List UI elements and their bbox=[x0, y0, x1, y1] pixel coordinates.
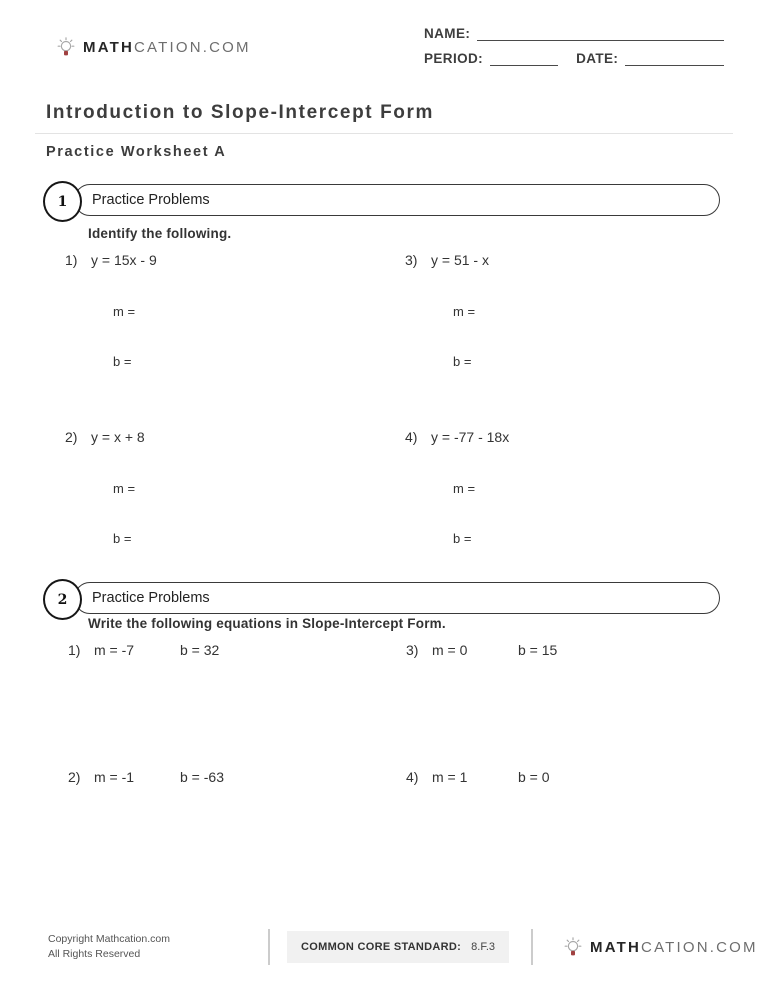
brand-wordmark bbox=[83, 39, 251, 56]
s2-problem-1-intercept: b = 32 bbox=[180, 642, 220, 658]
name-field-row bbox=[424, 26, 724, 41]
date-label: DATE: bbox=[576, 51, 619, 66]
s2-problem-4-intercept: b = 0 bbox=[518, 769, 550, 785]
problem-4-slope-label[interactable]: m = bbox=[453, 481, 476, 496]
section-1-problems bbox=[65, 252, 722, 546]
section-2-number-badge bbox=[43, 579, 82, 620]
problem-2-number: 2) bbox=[65, 429, 78, 445]
name-label: NAME: bbox=[424, 26, 471, 41]
s2-problem-1-slope: m = -7 bbox=[94, 642, 135, 658]
s2-problem-3-slope: m = 0 bbox=[432, 642, 468, 658]
brand-bold-part: MATH bbox=[590, 938, 642, 956]
section-1-heading: Practice Problems bbox=[92, 192, 210, 208]
section-2-heading: Practice Problems bbox=[92, 590, 210, 606]
problem-2-equation: y = x + 8 bbox=[91, 429, 145, 445]
section-2-number: 2 bbox=[57, 591, 68, 608]
copyright-notice bbox=[48, 932, 248, 961]
section-2-header bbox=[46, 579, 722, 621]
problem-3-number: 3) bbox=[405, 252, 418, 268]
section-1-instruction: Identify the following. bbox=[88, 226, 232, 241]
brand-bold-part: MATH bbox=[83, 38, 135, 56]
page-title: Introduction to Slope-Intercept Form bbox=[46, 102, 434, 123]
copyright-line-1: Copyright Mathcation.com bbox=[48, 933, 170, 946]
page-header bbox=[0, 0, 768, 76]
problem-3-intercept-label[interactable]: b = bbox=[453, 354, 472, 369]
section-2-instruction: Write the following equations in Slope-Intercept Form. bbox=[88, 616, 446, 631]
s2-problem-3-intercept: b = 15 bbox=[518, 642, 558, 658]
lightbulb-icon bbox=[563, 936, 583, 958]
s2-problem-3 bbox=[406, 642, 722, 658]
s2-problem-4 bbox=[406, 769, 722, 785]
problem-4-equation-row bbox=[405, 429, 722, 445]
problem-2-intercept-label[interactable]: b = bbox=[113, 531, 132, 546]
problem-3-equation-row bbox=[405, 252, 722, 268]
lightbulb-icon bbox=[56, 36, 76, 58]
copyright-line-2: All Rights Reserved bbox=[48, 948, 141, 960]
s2-problem-2-slope: m = -1 bbox=[94, 769, 135, 785]
section-1-heading-pill bbox=[74, 184, 720, 216]
page-footer bbox=[0, 929, 768, 965]
problem-1-number: 1) bbox=[65, 252, 78, 268]
problem-2 bbox=[65, 429, 405, 546]
problem-1-slope-label[interactable]: m = bbox=[113, 304, 136, 319]
page-subtitle: Practice Worksheet A bbox=[46, 144, 227, 160]
footer-divider-left bbox=[268, 929, 270, 965]
section-2-heading-pill bbox=[74, 582, 720, 614]
s2-problem-4-slope: m = 1 bbox=[432, 769, 468, 785]
title-divider bbox=[35, 133, 733, 134]
section-2-row-2 bbox=[68, 769, 722, 785]
period-date-row bbox=[424, 51, 724, 66]
period-label: PERIOD: bbox=[424, 51, 484, 66]
worksheet-body bbox=[0, 102, 768, 785]
common-core-label: COMMON CORE STANDARD: bbox=[301, 941, 462, 953]
s2-problem-2-intercept: b = -63 bbox=[180, 769, 224, 785]
s2-problem-1 bbox=[68, 642, 406, 658]
problem-2-equation-row bbox=[65, 429, 405, 445]
date-blank-line[interactable] bbox=[625, 51, 724, 66]
section-1-number-badge bbox=[43, 181, 82, 222]
header-logo bbox=[56, 36, 251, 58]
problem-1-equation: y = 15x - 9 bbox=[91, 252, 157, 268]
brand-light-part: CATION.COM bbox=[641, 938, 758, 956]
brand-wordmark bbox=[590, 939, 758, 956]
problem-1-equation-row bbox=[65, 252, 405, 268]
problem-3 bbox=[405, 252, 722, 369]
section-1-header bbox=[46, 181, 722, 223]
section-1-right-column bbox=[405, 252, 722, 546]
s2-problem-4-number: 4) bbox=[406, 769, 419, 785]
footer-divider-right bbox=[531, 929, 533, 965]
s2-problem-1-number: 1) bbox=[68, 642, 81, 658]
problem-4-intercept-label[interactable]: b = bbox=[453, 531, 472, 546]
s2-problem-2 bbox=[68, 769, 406, 785]
footer-logo bbox=[563, 936, 758, 958]
section-2-row-1 bbox=[68, 642, 722, 658]
problem-1 bbox=[65, 252, 405, 369]
s2-problem-3-number: 3) bbox=[406, 642, 419, 658]
student-info-fields bbox=[424, 26, 724, 76]
problem-4-equation: y = -77 - 18x bbox=[431, 429, 510, 445]
common-core-value: 8.F.3 bbox=[471, 941, 496, 953]
name-blank-line[interactable] bbox=[477, 26, 724, 41]
section-1-left-column bbox=[65, 252, 405, 546]
common-core-badge bbox=[287, 931, 509, 963]
period-blank-line[interactable] bbox=[490, 51, 558, 66]
problem-2-slope-label[interactable]: m = bbox=[113, 481, 136, 496]
problem-3-slope-label[interactable]: m = bbox=[453, 304, 476, 319]
s2-problem-2-number: 2) bbox=[68, 769, 81, 785]
problem-3-equation: y = 51 - x bbox=[431, 252, 489, 268]
problem-4-number: 4) bbox=[405, 429, 418, 445]
problem-4 bbox=[405, 429, 722, 546]
problem-1-intercept-label[interactable]: b = bbox=[113, 354, 132, 369]
brand-light-part: CATION.COM bbox=[134, 38, 251, 56]
section-1-number: 1 bbox=[57, 193, 68, 210]
